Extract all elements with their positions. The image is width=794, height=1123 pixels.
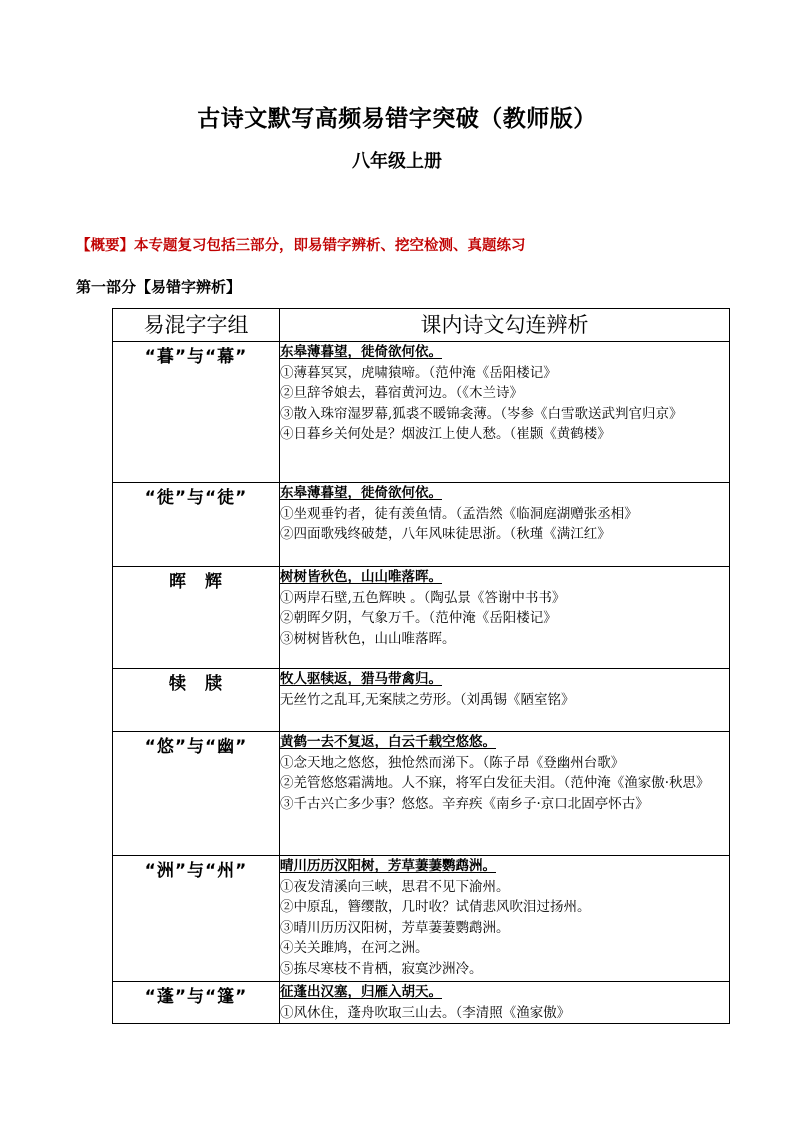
char-group: 晖 辉 xyxy=(113,567,280,669)
table-row xyxy=(113,856,730,982)
analysis-cell xyxy=(280,856,730,982)
document-subtitle: 八年级上册 xyxy=(352,151,442,172)
table-row xyxy=(113,732,730,856)
key-line: 牧人驱犊返，猎马带禽归。 xyxy=(280,671,442,687)
char-group: “徙”与“徒” xyxy=(113,483,280,567)
table-header-row xyxy=(113,309,730,342)
char-group: “洲”与“州” xyxy=(113,856,280,982)
analysis-cell xyxy=(280,669,730,732)
column-header-group: 易混字字组 xyxy=(113,309,280,342)
table-row xyxy=(113,567,730,669)
key-line: 晴川历历汉阳树，芳草萋萋鹦鹉洲。 xyxy=(280,858,496,874)
confusable-characters-table xyxy=(112,308,730,1024)
example-line: ②旦辞爷娘去，暮宿黄河边。（《木兰诗》 xyxy=(280,385,523,401)
analysis-cell xyxy=(280,732,730,856)
example-line: ①念天地之悠悠，独怆然而涕下。（陈子昂《登幽州台歌》 xyxy=(280,754,625,771)
example-line: ⑤拣尽寒枝不肯栖，寂寞沙洲冷。 xyxy=(280,960,483,977)
char-group: “蓬”与“篷” xyxy=(113,982,280,1024)
table-row xyxy=(113,342,730,483)
example-line: ③散入珠帘湿罗幕,狐裘不暖锦衾薄。（岑参《白雪歌送武判官归京》 xyxy=(280,405,683,422)
summary-text: 【概要】本专题复习包括三部分，即易错字辨析、挖空检测、真题练习 xyxy=(76,237,526,254)
analysis-cell xyxy=(280,567,730,669)
table-row xyxy=(113,483,730,567)
example-line: ③晴川历历汉阳树，芳草萋萋鹦鹉洲。 xyxy=(280,919,510,936)
key-line: 东皋薄暮望，徙倚欲何依。 xyxy=(280,485,442,501)
part-heading: 第一部分【易错字辨析】 xyxy=(76,278,242,296)
key-line: 黄鹤一去不复返，白云千载空悠悠。 xyxy=(280,734,496,750)
example-line: ①两岸石壁,五色辉映 。（陶弘景《答谢中书书》 xyxy=(280,589,566,606)
key-line: 树树皆秋色，山山唯落晖。 xyxy=(280,569,442,585)
example-line: ②朝晖夕阴，气象万千。（范仲淹《岳阳楼记》 xyxy=(280,610,557,626)
example-line: ①薄暮冥冥，虎啸猿啼。（范仲淹《岳阳楼记》 xyxy=(280,364,557,381)
example-line: 无丝竹之乱耳,无案牍之劳形。（刘禹锡《陋室铭》 xyxy=(280,691,575,708)
char-group: “悠”与“幽” xyxy=(113,732,280,856)
example-line: ③树树皆秋色，山山唯落晖。 xyxy=(280,630,456,647)
example-line: ①风休住，蓬舟吹取三山去。（李清照《渔家傲》 xyxy=(280,1004,571,1021)
example-line: ④关关雎鸠，在河之洲。 xyxy=(280,940,429,956)
example-line: ④日暮乡关何处是？烟波江上使人愁。（崔颢《黄鹤楼》 xyxy=(280,426,611,442)
example-line: ③千古兴亡多少事？悠悠。辛弃疾《南乡子·京口北固亭怀古》 xyxy=(280,795,649,812)
example-line: ②四面歌残终破楚，八年风味徒思浙。（秋瑾《满江红》 xyxy=(280,526,611,542)
example-line: ②中原乱，簪缨散，几时收？试倩悲风吹泪过扬州。 xyxy=(280,899,591,915)
char-group: 犊 牍 xyxy=(113,669,280,732)
example-line: ①坐观垂钓者，徒有羡鱼情。（孟浩然《临洞庭湖赠张丞相》 xyxy=(280,505,638,522)
example-line: ①夜发清溪向三峡，思君不见下渝州。 xyxy=(280,878,510,895)
analysis-cell xyxy=(280,342,730,483)
document-title: 古诗文默写高频易错字突破（教师版） xyxy=(197,106,597,132)
key-line: 东皋薄暮望，徙倚欲何依。 xyxy=(280,344,442,360)
column-header-analysis: 课内诗文勾连辨析 xyxy=(280,309,730,342)
char-group: “暮”与“幕” xyxy=(113,342,280,483)
analysis-cell xyxy=(280,982,730,1024)
table-row xyxy=(113,982,730,1024)
example-line: ②羌管悠悠霜满地。人不寐，将军白发征夫泪。（范仲淹《渔家傲·秋思》 xyxy=(280,775,710,791)
analysis-cell xyxy=(280,483,730,567)
table-row xyxy=(113,669,730,732)
key-line: 征蓬出汉塞，归雁入胡天。 xyxy=(280,984,442,1000)
